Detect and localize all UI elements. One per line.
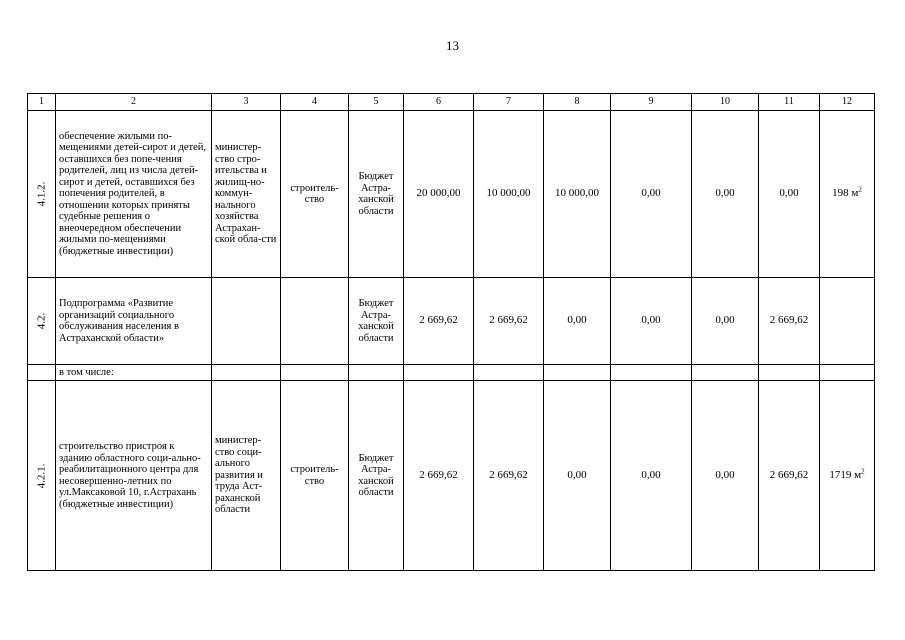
capacity-cell	[820, 278, 875, 365]
empty-cell	[404, 365, 474, 381]
funding-source: Бюджет Астра-ханской области	[349, 381, 404, 571]
executor	[212, 278, 281, 365]
table-row	[28, 365, 875, 381]
capacity-value: 198 м	[832, 187, 859, 200]
header-cell: 9	[611, 94, 692, 111]
amount-col6: 2 669,62	[404, 381, 474, 571]
empty-cell	[544, 365, 611, 381]
funding-source: Бюджет Астра-ханской области	[349, 278, 404, 365]
table-row	[28, 381, 875, 571]
table-row	[28, 278, 875, 365]
funding-source: Бюджет Астра-ханской области	[349, 111, 404, 278]
header-cell: 11	[759, 94, 820, 111]
empty-cell	[281, 365, 349, 381]
row-number-cell	[28, 381, 56, 571]
row-number: 4.2.1.	[34, 463, 47, 488]
amount-col11: 2 669,62	[759, 381, 820, 571]
work-type: строитель-ство	[281, 381, 349, 571]
executor: министер-ство соци-ального развития и труда Аст-раханской области	[212, 381, 281, 571]
amount-col7: 10 000,00	[474, 111, 544, 278]
program-table	[27, 93, 875, 571]
amount-col10: 0,00	[692, 381, 759, 571]
including-label: в том числе:	[56, 365, 212, 381]
row-number: 4.2.	[34, 312, 47, 330]
row-number: 4.1.2.	[34, 181, 47, 207]
amount-col9: 0,00	[611, 278, 692, 365]
header-cell: 6	[404, 94, 474, 111]
empty-cell	[212, 365, 281, 381]
amount-col9: 0,00	[611, 381, 692, 571]
amount-col9: 0,00	[611, 111, 692, 278]
header-cell: 5	[349, 94, 404, 111]
amount-col10: 0,00	[692, 278, 759, 365]
capacity-value: 1719 м	[829, 468, 862, 481]
capacity-cell	[820, 111, 875, 278]
capacity-unit-exponent: 2	[858, 185, 862, 194]
measure-name: строительство пристроя к зданию областного соци-ально-реабилитационного центра для несовершенно-летних по ул.Максаковой 10, г.Астрахань (бюджетные инвестиции)	[56, 381, 212, 571]
empty-cell	[820, 365, 875, 381]
amount-col11: 0,00	[759, 111, 820, 278]
empty-cell	[759, 365, 820, 381]
amount-col7: 2 669,62	[474, 381, 544, 571]
amount-col8: 10 000,00	[544, 111, 611, 278]
header-cell: 2	[56, 94, 212, 111]
header-cell: 7	[474, 94, 544, 111]
amount-col7: 2 669,62	[474, 278, 544, 365]
amount-col8: 0,00	[544, 278, 611, 365]
capacity-unit-exponent: 2	[861, 467, 865, 476]
header-cell: 4	[281, 94, 349, 111]
table-row	[28, 111, 875, 278]
header-cell: 1	[28, 94, 56, 111]
executor: министер-ство стро-ительства и жилищ-но-коммун-нального хозяйства Астрахан-ской обла-сти	[212, 111, 281, 278]
page-number: 13	[446, 38, 459, 53]
empty-cell	[474, 365, 544, 381]
amount-col11: 2 669,62	[759, 278, 820, 365]
header-row	[28, 94, 875, 111]
header-cell: 12	[820, 94, 875, 111]
amount-col8: 0,00	[544, 381, 611, 571]
measure-name: обеспечение жилыми по-мещениями детей-сирот и детей, оставшихся без попе-чения родителей, лиц из числа детей-сирот и детей, оставшихся без попечения родителей, в отношении которых приняты судебные решения о внеочередном обеспечении жилыми по-мещениями (бюджетные инвестиции)	[56, 111, 212, 278]
amount-col10: 0,00	[692, 111, 759, 278]
header-cell: 8	[544, 94, 611, 111]
empty-cell	[349, 365, 404, 381]
row-number-cell	[28, 365, 56, 381]
empty-cell	[611, 365, 692, 381]
header-cell: 3	[212, 94, 281, 111]
row-number-cell	[28, 278, 56, 365]
work-type: строитель-ство	[281, 111, 349, 278]
header-cell: 10	[692, 94, 759, 111]
empty-cell	[692, 365, 759, 381]
amount-col6: 20 000,00	[404, 111, 474, 278]
capacity-cell	[820, 381, 875, 571]
subprogram-name: Подпрограмма «Развитие организаций социального обслуживания населения в Астраханской области»	[56, 278, 212, 365]
amount-col6: 2 669,62	[404, 278, 474, 365]
row-number-cell	[28, 111, 56, 278]
work-type	[281, 278, 349, 365]
